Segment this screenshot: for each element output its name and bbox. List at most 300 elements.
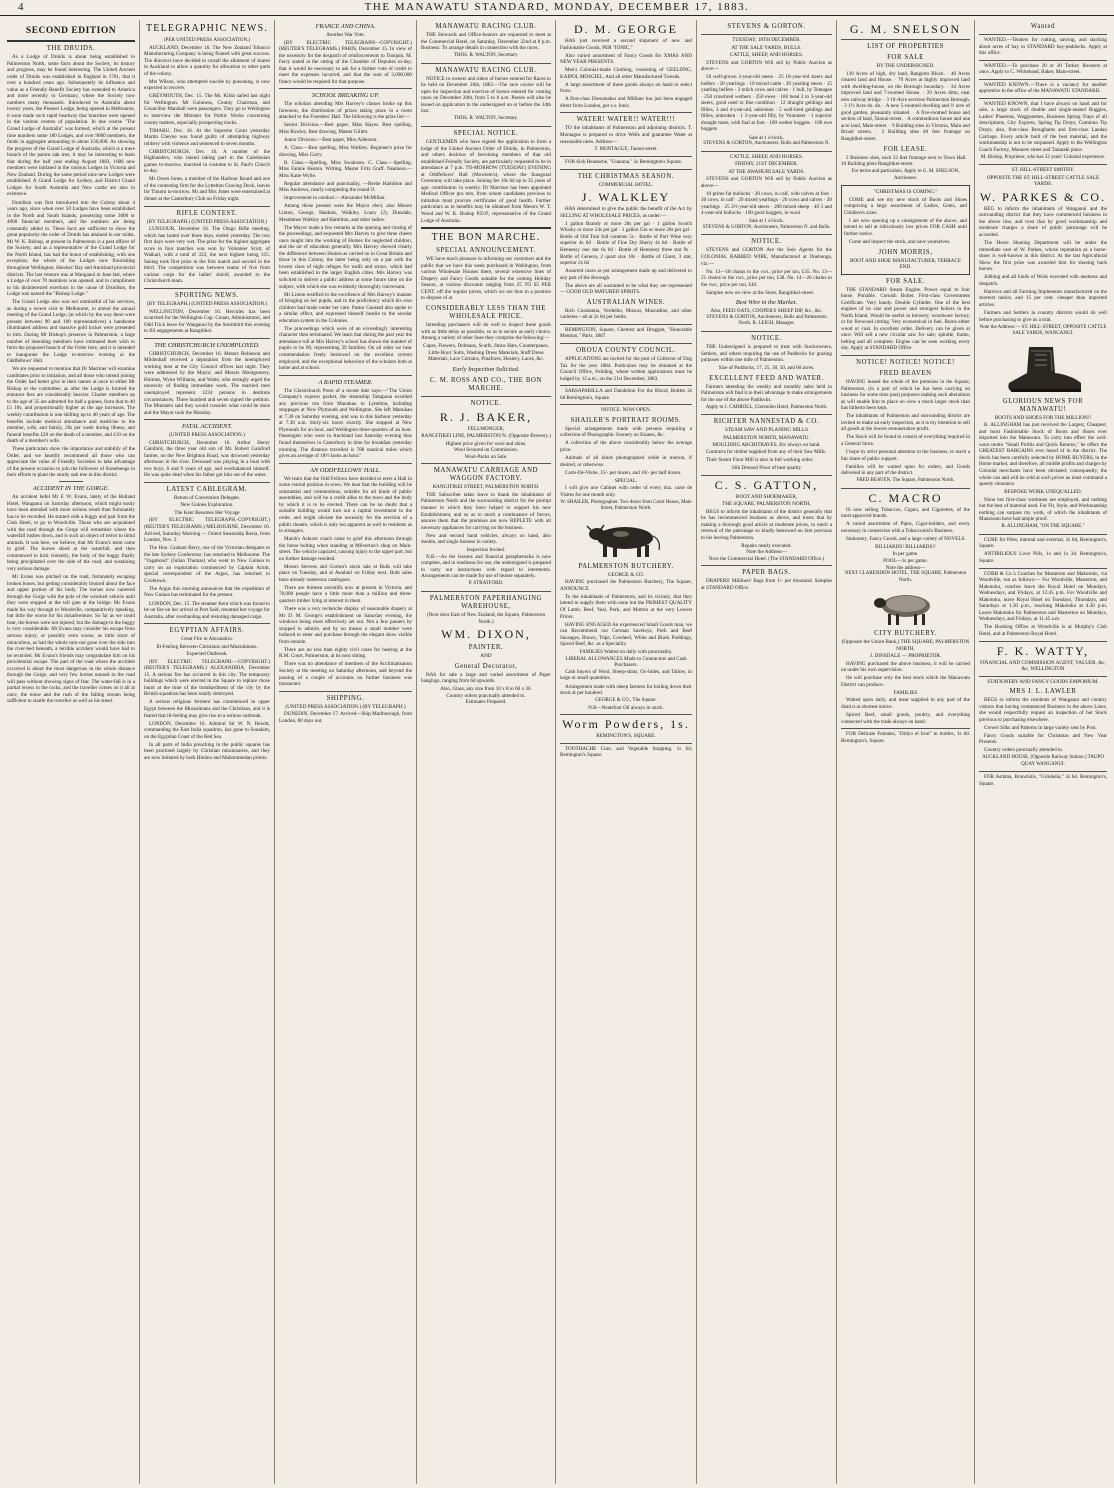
sporting-heading: SPORTING NEWS. [175,292,239,299]
cable-paragraph: LONDON, Dec. 15. The steamer Kent which was found to be on fire on her arrival at Port Said, resumed her voyage for Australia, after overhauling and restoring damaged cargo. [144,600,270,620]
gatton-line: Note the Address— [746,549,787,556]
egypt-paragraph: LONDON, December 16. Admiral Sir W. N. Hewitt, commanding the East India squadron, has gone to Souakim, on the Egyptian Coast of the Red Sea. [144,720,270,740]
shailer-signature: W. SHAILER, Photographer. Two doors from Court House, Main Street, Palmerston North. [560,499,692,512]
snelson-by: BY THE UNDERSIGNED. [876,63,935,69]
city-butchery-families: FAMILIES [893,689,918,696]
lawler-paragraph: Fancy Goods suitable for Christmas and New Year Presents. [979,732,1107,746]
divider [979,98,1107,99]
baker-name: R. J. BAKER, [439,409,533,424]
city-butchery-heading: CITY BUTCHERY. [874,630,937,638]
dixon-paragraph: HAS for sale a large and varied assortment of Paper hangings, ranging from 6d upwards. [421,671,551,685]
egypt-paragraph: In all parts of India preaching in the public squares has been practised largely by Christian missionaries, and they are now imitated by both Hindoo and Mahommedan priests. [144,741,270,761]
allingham-paragraph: R. ALLINGHAM has just received the Largest, Cheapest, and most Fashionable Stock of Boots and Shoes ever imported into the Manawatu. To carry into effect the well-worn motto "Small Profits and Quick Returns," he offers the GREATEST BARGAINS ever heard of in the district. The Stock has been carefully selected by HOME BUYERS, in the Home market, and therefore, all middle profits and charges by Colonial merchants have been obviated; consequently, the whole can and will be sold at such prices as must command a speedy clearance. [979,422,1107,488]
parkes-address: Note the Address:— ST. HILL-STREET, OPPOSITE CATTLE SALE YARDS, WANGANUI. [979,324,1107,337]
column-4 [417,20,556,1484]
dixon-trade: PAINTER, [468,644,504,652]
paperhanging-address: (Next door East of New Zealand, the Square, Palmerston North.) [426,612,546,625]
butchery-heading: PALMERSTON BUTCHERY. [578,562,674,570]
sale-location: AT THE AWAHURI SALE YARDS. [728,168,805,175]
walkley-price-list: 1 gallon Brandy or more 28s per gal · 1 gallon Scotch Whisky or more 24s per gal · 1 gallon Gin or more 20s per gal · Bottle of Old Tom full contents 5s · Bottle of Port Wine very superior 4s 6d · Bottle of Fine Dry Sherry 4s 6d · Bottle of Hennessy one star 6s 6d · Bottle of Hennessy three star 9s · Bottle of Geneva, 2 quart size 10s · Bottle of Claret, 3 star, superior 2s 6d [560,220,692,267]
piles-ad: CURE for Piles, internal and external, 2s 6d, Remington's, Square. [979,536,1107,550]
carriage-paragraph: N.B.—As the lessons and financial paraphernalia is now complete, and in readiness for use, the undersigned is prepared to carry out instructions with regard to interments. Arrangements can be made for use of hearse separately. [421,553,551,580]
bull-illustration [581,518,671,560]
bon-marche-signature: C. M. ROSS AND CO., THE BON MARCHE. [429,376,542,392]
bespoke-line: BESPOKE WORK UNEQUALLED. [1004,489,1082,496]
carriage-heading: MANAWATU CARRIAGE AND WAGGON FACTORY. [433,467,539,483]
druids-paragraph: Druidism was first introduced into the Colony about 4 years ago, since when over 50 Lodges have been established in the North and South Islands, possessing some 3000 or 4000 financial members, and the numbers are being constantly added to. These facts are sufficient to show the great popularity the order of Druids has attained in our midst. Mr W. K. Bishop, at present in Palmerston is a past officer of the Society, and as a representative of the Grand Lodge for the North Island, has had the honor of establishing, with one exception, the whole of the Lodges now flourishing throughout Wellington, Hawkes' Bay and Auckland provincial districts. The last venture was at Wanganui in June last, where a Lodge of over 70 members was opened, and in compliment to his disinterested exertions in the cause of Druidism, the Lodge was named the "Bishop Lodge." [7,199,135,298]
parkes-heading: W. PARKES & CO. [979,189,1107,204]
dixon-line: Also, Glass, any size from 10 x 8 to 60 x 36. [440,686,532,693]
sale-date: FRIDAY, 21ST DECEMBER. [735,161,798,168]
sale-date: TUESDAY, 18TH DECEMBER. [732,37,801,43]
divider [979,164,1107,165]
divider [421,227,551,229]
paddock-notice-heading: NOTICE. [751,334,782,342]
racing-signature: THOS. R. WALTON, Secretary. [453,116,519,122]
shipping-sub: (UNITED PRESS ASSOCIATION.) (BY TELEGRAPH.) [285,703,406,710]
christmas-paragraph: Come and inspect the stock, and save yourselves. [849,238,951,245]
baker-line: Wool-Packs on Sale. [464,453,508,460]
paddock-line: Size of Paddocks, 17, 25, 30, 50, and 60 acres. [718,365,815,372]
gorge-paragraph: Mr Evans was pitched on the road, fortunately escaping broken bones, but getting considerably bruised about the face and upper portion of his body. The horses now careered through the Gorge with the pole of the wrecked vehicle until they were stopped at the toll gate at the bridge. Mr Evans made his way through to Woodville, comparatively speaking, but little the worse for his misadventure. So far as we could hear, the horses were not injured, but the damage to the buggy is very considerable. Mr Evans may consider his escape from serious injury, or possibly even worse, as little short of miraculous, as had the whole turn-out gone over the side into the river-bed beneath, a terrible accident would have had to be recorded. Mr Evans's friends may congratulate him on his providential escape. The part of the road where the accident occurred is about the most dangerous in the whole distance through the Gorge, and very few horses unused to the road will pass without showing signs of fear. The water-fall is in a partial recess in the rocks, and the traveller comes on it all at once, the noise and the rush of the falling stream being sufficient to startle the traveller as well as his steed. [7,574,135,705]
sale-lots: 10 prime fat bullocks · 20 cows, in calf, with calves at foot · 30 cows, in calf · 20 mixed yearlings · 20 cows and calves · 20 yearlings · 25 2½-year-old steers · 200 mixed sheep · 40 3 and 4-year-old bullocks · 100 good hoggets, in wool [701,190,832,217]
shailer-special: SPECIAL. [614,477,638,484]
telegraph-paragraph: GREYMOUTH, Dec. 15. The Mt. Kilda sailed last night for Wellington. Mr Guinness, County Chairman, and Councillor Marshall were passengers. They go to Wellington to interview the Minister for Public Works concerning county matters, especially prospecting tracks. [144,93,270,126]
racing-paragraph: NOTICE to owners and riders of horses entered for Races to be held on December 26th, 1883.—The race course will be open for inspection and exercise of horses entered for coming races on December 20th, from 5 to 8 a.m. Passes will also be issued on application to the undersigned on or before the 24th inst. [421,75,551,115]
beaven-paragraph: Families will be waited upon for orders, and Goods delivered in any part of the district. [841,463,970,477]
newspaper-columns [3,20,1111,1484]
steamer-paragraph: The Christchurch Press of a recent date says:—"The Union Company's express packet, the steamship Takapuna excelled any previous run from Manukau to Lyttelton, including stoppages at New Plymouth and Wellington. She left Manukau at 7.30 on Saturday evening, and was in this harbour yesterday at 7.30 a.m. thirty-six hours exactly. She stopped at New Plymouth for an hour, and Wellington three-quarters of an hour. Passengers who were in Auckland last Saturday evening thus found themselves in Canterbury in time for breakfast yesterday morning. The distance travelled is 788 nautical miles which gives an average of 18½ knots an hour." [279,387,412,460]
divider [560,343,692,344]
christmas-season-heading: THE CHRISTMAS SEASON. [577,172,675,180]
oddfellows-heading: AN ODDFELLOWS' HALL. [310,466,381,474]
sale-intro: STEVENS and GORTON Will sell by Public Auction as above— [701,176,832,189]
smithy-heading: ST. HILL-STREET SMITHY. [1011,167,1075,174]
city-butchery-paragraph: Spiced Beef, small goods, poultry, and everything connected with the trade always on hand. [841,711,970,725]
school-paragraph: The scholars attending Mrs Harvey's classes broke up this forenoon, the distribution of prizes taking place in a room attached to the Foresters' Hall. The following is the prize list:— [279,101,412,121]
cable-sub: The Kent Resumes Her Voyage [174,509,240,516]
telegraph-paragraph: TIMARU, Dec. 16. At the Supreme Court yesterday Martin Cheyne was found guilty of attempting highway robbery with violence and sentenced to seven months. [144,127,270,147]
bon-marche-sub: SPECIAL ANNOUNCEMENT. [436,247,536,255]
wanted-ad: WANTED KNOWN.—There is a vacancy for another apprentice in the office of the MANAWATU STANDARD. [979,81,1107,95]
dixon-name: WM. DIXON, [441,627,531,642]
druids-paragraph: The Grand Lodge also was not unmindful of his services, as during a recent visit to Melbourne, to attend the annual meeting of the Grand Lodge, (at which by the way there were present between 90 and 100 representatives) a handsome illuminated address and massive gold locket were presented to him. During Mr Bishop's presence in Palmerston, a large number of intending members have intimated their wish to form the proposed branch of the Order here, and it is intended to inaugurate the Lodge to-morrow evening at the Oddfellows' Hall. [7,299,135,365]
divider [421,591,551,592]
divider [560,169,692,170]
local-paragraph: There are thirteen sawmills now at present in Victoria, and 70,000 people have a little more than a million and three-quarters timber lying at interest in them. [279,584,412,605]
shipping-heading: SHIPPING. [326,694,365,702]
shailer-paragraph: I will give one Cabinet with order of every doz. carte de Visites for one month only. [560,485,692,498]
morris-trade: BOOT AND SHOE MANUFACTURER, TERRACE END. [849,257,962,271]
macro-line: In per game. [892,551,919,558]
walkley-paragraph: Assorted cases as per arrangement made up and delivered to any part of the Borough. [560,268,692,281]
sporting-sub: (BY TELEGRAPH.) (UNITED PRESS ASSOCIATION.) [146,301,268,307]
george-heading: D. M. GEORGE [574,22,678,36]
headache-ad: FOR Sick Headache, "Guarana," 2s Remington's Square. [565,159,683,166]
oroua-paragraph: APPLICATIONS are invited for the post of Collector of Dog Tax for the year 1884. Particulars may be obtained at the Council Office, Feilding, where written applications must be lodged by 12 a.m., on the 21st December, 1883. [560,356,692,382]
mill-line: Silk Dressed Flour of best quality [731,464,802,471]
wire-line: Also, FEED OATS, COOPER'S SHEEP DIP, &c., &c. [710,308,823,315]
asthma-ad: FOR Asthma, Bronchitis, "Grindelia," 2s 6d. Remington's, Square. [979,774,1107,788]
beaven-paragraph: HAVING leased the whole of the premises in the Square, Palmerston, (in a part of which he has been carrying on business for some time past) purposes making such alterations as will enable him to place on view a much larger stock than has hitherto been kept. [841,379,970,412]
remington-ad: REMINGTON, Square, Chemist and Druggist, "Honorable Mention," Paris, 1867. [560,326,692,340]
shailer-heading: SHAILER'S PORTRAIT ROOMS. [570,416,682,424]
christmas-paragraph: I am now opening up a consignment of the above, and intend to sell at ridiculously low prices FOR CASH until further notice. [844,217,967,237]
school-paragraph: Junior Division.—Best paper, Miss Alderson. [284,137,378,144]
divider [279,88,412,89]
city-butchery-sub: (Opposite the Union Bank,) THE SQUARE, PALMERSTON NORTH. [841,639,970,652]
local-paragraph: There was a very recherche display of seasonable drapery at Mr D. M. George's establishment on Saturday evening, the windows being most effectively set out. Not a few passers by stopped to admire, and by no means a small number were induced to enter and purchase through the elegant show visible from outside. [279,606,412,645]
france-paragraph: (BY ELECTRIC TELEGRAPH—COPYRIGHT.) (REUTER'S TELEGRAMS.) PARIS, December 15. In view of the necessity for the despatch of reinforcements to Tonquin, M. Ferry stated at the sitting of the Chamber of Deputies to-day, that it would be necessary to ask for a further vote of credit to meet the expenses incurred, and that the sum of 3,000,000 francs would be required for that purpose. [279,39,412,85]
racing-heading: MANAWATU RACING CLUB. [435,66,537,74]
beaven-paragraph: The Stock will be found to consist of everything required in a General Store. [841,434,970,447]
divider [841,488,970,489]
divider [979,79,1107,80]
mill-line: MOULDING ARCHITRAVES, Etc always on hand. [712,442,821,449]
wanted-heading: Wanted [1030,23,1056,30]
divider [560,112,692,113]
rifle-paragraph: LUNGOUR, December 16. The Otago Rifle meeting, which has lasted over three days, ended yesterday. The two first days were very wet. The prize for the highest aggregate score in four matches was won by Volunteer Scott, of Waikari, with a total of 322, the next highest being 315. Santag took first prize in the first match and second in the third. The competition was between teams of five from various corps for the ladies' shield, awarded to the Christchurch team. [144,226,270,285]
butchery-paragraph: HAVING ENGAGED An experienced Small Goods man, we can Recommend our German Saveloys, Pork and Beef Sausages, Brawn, Tripe, Cowheel, White and Black Puddings, Spiced Beef, &c. as a Speciality. [560,621,692,648]
macro-paragraph: A varied assortment of Pipes, Cigar-holders, and every necessary in connection with a Tobacconist's Business. [841,521,970,534]
stevens-gorton-heading: STEVENS & GORTON. [727,23,806,30]
dixon-line: Country orders punctually attended to. [446,692,526,699]
city-butchery-paragraph: He will purchase only the best stock which the Manawatu District can produce. [841,675,970,688]
macro-line: Note the address— [885,564,926,571]
lawler-name: MRS J. L. LAWLER [1009,688,1077,695]
glorious-news-sub: BOOTS AND SHOES FOR THE MILLION!! [994,414,1092,421]
france-heading: FRANCE AND CHINA. [315,23,376,30]
racing-heading: MANAWATU RACING CLUB. [435,23,537,30]
snelson-lease-heading: FOR LEASE. [883,145,928,153]
butchery-line: LIBERAL ALLOWANCES Made to Contractors and Cash Purchasers. [565,655,687,669]
christmas-paragraph: COME and see my new stock of Boots and Shoes comprising a large assortment of Ladies, Gents, and Children's sizes. [844,196,967,216]
divider [701,331,832,332]
unemployed-paragraph: CHRISTCHURCH, December 16. Messrs Robieson and Mildenhall received a deputation from the unemployed working men at the City Council offices last night. They were addressed by the Mayor, and Messrs Montgomery, Holmes, Wynn Williams, and Waite, who strongly urged the necessity of finding immediate work. The married men unemployed represent 1234 persons in destitute circumstances. Three hundred and seven signed the petition. The Ministers said they would consider what could be done and the Mayor took the Monday. [144,350,270,416]
carriage-paragraph: New and second hand vehicles, always on hand, also double, and single harness in variety. [421,532,551,546]
divider [701,475,832,476]
shailer-paragraph: Carte-De-Visite, 15/- per dozen, and 10/- per half dozen. [565,469,682,476]
cable-sub: New Guinea Exploration. [180,502,234,509]
snelson-properties: 130 Acres of high, dry land, Rangiotu Block. · 40 Acres cleared land and House. · 70 Acres at highly improved land with dwelling-house, on the Borough boundary. · 34 Acres improved land and 7-roomed House. · 20 Acres ditto, near new railway bridge. · 3 10-Acre sections Palmerston Borough. · 3 1½ Acre do. do. · A new 5-roomed dwelling and ½ acre of good garden, pleasantly situated. · A five-roomed house and section of land, Taonui-street. · A commodious house and one acre land, Main-street. · 9 Building sites in Victoria, Main and Broad streets. · 3 Building sites 40 feet frontage on Rangitikei-street. [841,70,970,142]
divider [979,641,1107,642]
allingham-paragraph: None but first-class workmen are employed, and nothing but the best of material used. For Fit, Style, and Workmanship nothing can surpass my work, of which the inhabitants of Manawatu have had ample proof. [979,496,1107,523]
parkes-paragraph: The Horse Shoeing Department will be under the immediate care of W. Parkes, whose reputation as a horse-shoer is well-known in this district. At the last Agricultural Show the first prize was awarded him for shoeing back horses. [979,239,1107,273]
steamer-heading: A RAPID STEAMER. [318,378,373,386]
baker-address: RANGITIKEI LINE, PALMERSTON N. (Opposite Brewery.) [421,433,551,440]
divider [560,385,692,386]
wire-best: Best Wire in the Market. [735,299,798,307]
mill-paragraph: Contracts for timber supplied from any of their Saw Mills. [706,448,827,455]
divider [59,481,83,482]
assoc-line: (PER UNITED PRESS ASSOCIATION.) [163,37,251,43]
divider [279,691,412,692]
egypt-sub: Great Fire in Alexandria. [181,636,233,643]
special-heading: SPECIAL NOTICE. [453,130,519,138]
gatton-line: Next the Commercial Hotel. (The STANDARD Office.) [708,555,825,562]
column-5 [556,20,697,1484]
carriage-line: Inspection Invited. [466,547,506,554]
sarsaparilla-ad: SARSAPARILLA and Dandelion For the Blood, Bottles 2s 6d Remington's, Square. [560,388,692,401]
snelson-for-sale: FOR SALE [887,54,924,61]
christmas-heading: "CHRISTMAS IS COMING." [873,189,938,196]
wanted-ad: WANTED.—To purchase 20 or 30 Turkey Roosters at once. Apply to C. Whitehead, Baker, Main-street. [979,62,1107,76]
column-3 [275,20,417,1484]
wire-paragraph: No. 13—18 chains to the cwt., price per ton, £35. No. 13—21 chains to the cwt., price per ton, £38. No. 14—26 chains to the cwt., price per ton, £40. [701,268,832,288]
wanted-signature: M. Bishop, Proprietor, who has 32 years' Colonial experience. [980,154,1106,160]
gatton-trade: BOOT AND SHOEMAKER, [735,493,798,500]
cable-sub: Return of Convention Delegate. [173,494,241,501]
wire-paragraph: Samples now on view at the Store, Rangitikei-street. [706,289,815,296]
sale-signature: STEVENS & GORTON, Auctioneers, Palmerston N. and Bulls. [702,224,831,230]
gatton-line: Repairs neatly executed. [741,542,792,549]
gorge-heading: ACCIDENT IN THE GORGE. [32,485,110,492]
paddock-signature: Apply to J. CARROLL, Clarendon Hotel, Palmerston North. [705,404,828,410]
fatal-sub: (UNITED PRESS ASSOCIATION.) [169,432,245,439]
walkley-paragraph: HAS determined to give the public the benefit of the Act by SELLING AT WHOLESALE PRICES, as under:— [560,206,692,219]
watty-heading: F. K. WATTY, [996,643,1090,658]
baker-line: Wool Scoured on Commission. [453,447,519,454]
city-butchery-proprietor: J. DINSDALE — PROPRIETOR. [869,653,942,660]
wire-paragraph: STEVENS and GORTON Are the Sole Agents for the COLONIAL BARBED WIRE, Manufactured at Onehunga, viz:— [701,247,832,267]
divider [841,728,970,729]
unemployed-heading: THE CHRISTCHURCH UNEMPLOYED. [154,341,260,349]
egypt-sub: Ill-Feeling Between Christians and Mussulmans. [156,643,258,650]
egypt-paragraph: A serious religious ferment has commenced in upper Egypt between the Mussulmans and the Christians, and it is feared that ill-feeling may give rise to a serious outbreak. [144,699,270,719]
divider [421,126,551,127]
engine-paragraph: THE STANDARD Steam Engine. Power equal to four horse. Portable. Cornish Boiler. First-class Government Certificate. Very handy. Double Cylinder. One of the best engines of its size and power and strongest boilers in the North Island. Would be useful in brewery, woodware factory, or for firewood cutting. Very economical in fuel. Burns either wood or coal. In excellent order. Delivery can be given at once. Will sell a new circular saw for sale; spindle, frame, belting and all complete. Engine can be seen working every day. Apply at STANDARD Office. [841,286,970,352]
divider [144,482,270,483]
iron-tonic-ad: FOR Delicate Females, "Didyo el Iron" in bottles, 1s 6d. Remington's, Square. [841,731,970,744]
parkes-paragraph: Jobbing and all kinds of Work executed with neatness and despatch. [979,274,1107,287]
divider [279,463,412,464]
cable-paragraph: The Hon. Graham Berry, one of the Victorian delegates to the late Sydney Conference, has returned to Melbourne. The "Vagabond" (Julian Thomas) who went to New Guinea to carry on an exploration commenced by Captain Armit, special correspondent of the Argus, has returned to Cooktown. [144,545,270,584]
sale-lots: 50 well-grown 3-year-old steers · 25 18-year-old steers and heifers · 20 yearlings · 10 mixed cattle · 20 yearling steers · 15 yearling heifers · 3 milch cows and calves · 1 bull, by Tentagee · 250 crossbred wethers · 250 ewes · 100 head 2 to 3-year-old steers, good used to fine condition · 12 draught geldings and fillies, 3 and 4-year-old, unbroken · 5 well-bred geldings and fillies, unbroken · 1 3-year-old filly, by Volunteer · 1 superior draught mare, with foal at foot · 100 wether hoggets · 100 ewe hoggets [701,74,832,133]
coach-ad: COBB & Co.'s Coaches for Masterton and Makotoku, via Woodville, run as follows:— For Woodville, Masterton, and Makotoku, coaches leave the Royal Hotel on Mondays, Wednesdays, and Fridays, at 12.45 p.m. For Woodville and Makotoku, leave Royal Hotel on Tuesdays, Thursdays, and Saturdays at 1.30 p.m., reaching Makotoku at 4.30 p.m. Leave Makotoku for Palmerston and Masterton on Mondays, Wednesdays, and Fridays, at 11.45 a.m. [979,570,1107,623]
beaven-heading: FRED BEAVEN [879,370,932,377]
telegraph-paragraph: Mrs Wilson, who attempted suicide by poisoning, is now expected to recover. [144,78,270,92]
sale-type: CATTLE, SHEEP, AND HORSES. [729,153,804,160]
water-signature: T. MONTAGUE, Taonui-street. [594,146,658,152]
george-paragraph: HAS just received a second shipment of new and Fashionable Goods, PER "IONIC," [560,38,692,51]
butchery-line: N.B—Neatsfoot Oil always in stock. [588,704,664,711]
bon-marche-inspect: Early Inspection Solicited. [452,365,520,373]
macro-paragraph: IS now selling Tobaccos, Cigars, and Cigarettes, of the most approved brands. [841,506,970,520]
commercial-hotel-heading: COMMERCIAL HOTEL. [598,181,654,188]
druids-paragraph: As a Lodge of Druids is about being established in Palmerston North, some facts about the Society, its history and progress, may be found interesting. The United Ancient order of Druids was established in England in 1781, that it over a hundred years ago. Subsequently its influence and value as a Friendly Benefit Society has extended to America and more recently to Germany, where the Society now numbers many thousands. Introduced to Australia about twenty years, the Pioneer Lodge, being opened in Melbourne, it soon made such rapid headway that branches were opened in the various centres of population. In due course "The Grand Lodge of Australia" was formed, which at the present time numbers some 180 Lodges, and over 9000 members, the funds in aggregate amounting to about £30,000. As showing the progress of the Grand Lodge of Australia, which is a mere branch of the parent oak tree, it may be interesting to learn that during the half year ending August 1883, 1686 new members were initiated in the various Lodges in Victoria and New Zealand. During the same period nine new Lodges were established. A Grand Lodge for Sydney, and District Grand Lodges for South Australia and New castle are also in existence. [7,54,135,198]
gatton-name: C. S. GATTON, [714,477,819,492]
bon-marche-list: Capes, Flowers, Dolmans, Scarfs, Straw Hats, Counterpanes, Little Boys' Suits, Washing Dress Materials, Stuff Dress Materials, Lace Curtains, Pinafores, Hosiery, Laces, &c. [423,343,549,363]
shailer-paragraph: Special arrangements made with persons requiring a collection of Photographic Scenery on Estates, &c. [560,425,692,439]
mill-name: RICHTER NANNESTAD & CO. [713,418,820,426]
divider [701,565,832,566]
racing-signature: THOS. R. WALTON, Secretary. [453,53,519,59]
george-paragraph: Men's Colonial-made Clothing, consisting of GEELONG, KAIPOI, MOSGIEL, And all other Manufactured Tweeds. [560,67,692,80]
oroua-heading: OROUA COUNTY COUNCIL. [576,347,676,354]
watty-trade: FINANCIAL AND COMMISSION AGENT, VALUER, &c, &c, WELLINGTON [980,659,1106,672]
cable-heading: LATEST CABLEGRAM. [166,485,248,493]
egypt-sub: Expected Outbreak. [186,651,228,658]
carriage-address: RANGITIKEI STREET, PALMERSTON NORTH. [432,484,540,491]
divider [701,414,832,415]
fatal-paragraph: CHRISTCHURCH, December 16. Arthur Henry Gainford, the three year old son of Mr. Robert Gainford farmer, on the New Brighton Road, was drowned yesterday afternoon in the river. Deceased was playing in a boat with two boys, 6 and 9 years of age, and overbalanced himself. He was quite dead when his father got him out of the water. [144,439,270,479]
macro-address: NEXT CLARENDON HOTEL, THE SQUARE, Palmerston North. [844,571,967,583]
druids-heading: THE DRUIDS. [46,45,96,52]
local-paragraph: Marsh's Ashurst coach came to grief this afternoon through the horse bolting when standing at Milverton's shop on Main-street. The vehicle capsized, causing injury to the upper part, but no further damage resulted. [279,536,412,562]
george-paragraph: A large assortment of these goods always on hand to select from. [560,81,692,95]
wanted-ad: WANTED.—Tenders for cutting, sawing, and stacking about acres of hay in STANDARD hay-paddocks. Apply at this office. [979,37,1107,57]
divider [144,419,270,420]
lawler-top: STATIONERY AND FANCY GOODS EMPORIUM. [987,678,1099,685]
page-number: 4 [18,1,25,13]
toothache-ad: TOOTHACHE Cure, and Vegetable Stopping. 1s 6d, Remington's Square. [560,745,692,759]
sale-signature: STEVENS & GORTON, Auctioneers, Bulls and Palmerston N. [703,141,830,147]
divider [841,355,970,356]
city-butchery-paragraph: Waited upon daily, and meat supplied in any part of the district at shortest notice. [841,697,970,710]
paddock-paragraph: THE Undersigned is prepared to treat with Stockowners, Settlers, and others requiring the use of Paddocks for grazing purposes within one mile of Palmerston. [701,343,832,364]
sale-type: CATTLE, SHEEP, AND HORSES. [729,52,804,58]
butchery-signature: GEORGE & CO., The Square. [595,698,657,704]
masthead [0,0,1114,16]
divider [979,34,1107,35]
egypt-paragraph: (BY ELECTRIC TELEGRAPH.—COPYRIGHT.) (REUTER'S TELEGRAMS.) ALEXANDRIA, December 15. A serious fire has occurred in this city. The temporary buildings which were erected in the Square to replace those burnt at the time of the bombardment of the city by the British squadron has been totally destroyed. [144,658,270,698]
school-paragraph: B. Class.—Spelling, Miss Swainson. C. Class.—Spelling, Miss Fannie Heaton. Writing, Master Fritz Graff. Neatness.—Miss Katie Wylie. [279,159,412,179]
engine-heading: FOR SALE. [885,277,925,285]
divider [421,63,551,64]
water-heading: WATER! WATER!! WATER!!! [576,116,676,124]
baker-line: Highest price given for wool and skins. [445,440,527,447]
divider [560,714,692,715]
column-8 [975,20,1111,1484]
allingham-signature: R. ALLINGHAM, "ON THE SQUARE." [1001,524,1085,530]
school-paragraph: Senior Division.—Best paper, Miss Hayes. Best spelling, Miss Rowley. Best drawing, Master Gillett. [279,122,412,136]
special-paragraph: GENTLEMEN who have signed the application to form a lodge of the United Ancient Order of Druids, in Palmerston, and others desirous of becoming members of that old established Friendly Society, are particularly requested to be in attendance at 7 p.m. TO-MORROW (TUESDAY) EVENING at Oddfellows' Hall (Mowlem's), where the Inaugural Ceremony will take place. Joining fee 10s 6d up to 35 years of age; contribution 1s weekly. Dr Marriner has been appointed Medical Officer pro tem, from whom candidates previous to initiation must procure certificates of good health. Further particulars as to benefits may be obtained from Messrs W. T. Wood and W. K. Bishop P.D.P., representative of the Grand Lodge of Australia. [421,139,551,224]
macro-heading: C. MACRO [868,490,943,505]
parkes-paragraph: Harrows and all Farming Implements manufactured on the shortest notice, and 15 per cent. cheaper than imported articles. [979,288,1107,308]
snelson-lease-items: 2 Business sites, each 32 feet frontage next to Town Hall. · 10 Building plots Rangitikei-street. [841,154,970,168]
telegraph-paragraph: AUCKLAND, December 16. The New Zealand Tobacco Manufacturing Company is being floated with great success. The directors have decided to curtail the allotment of shares in Auckland to allow a quantity for allocation to other parts of the colony. [144,44,270,77]
liver-pills-ad: ANTIBILIOUS Liver Pills, 1s and 1s 3d. Remington's, Square. [979,551,1107,564]
telegraph-paragraph: CHRISTCHURCH, Dec. 16. A number of the Highlanders, who intend taking part in the Caledonian games to-morrow, marched in costume to St. Paul's Church to-day. [144,148,270,175]
bon-marche-emphasis: CONSIDERABLY LESS THAN THE WHOLESALE PRICE. [426,304,546,320]
fatal-heading: FATAL ACCIDENT. [182,423,232,431]
mill-paragraph: Their Steam Flour Mill is also in full working order. [706,456,814,463]
telegraphic-heading: TELEGRAPHIC NEWS. [145,23,269,34]
walkley-paragraph: The above are all warranted to be what they are represented — GOOD OLD MATURED SPIRITS. [560,282,692,296]
baker-trade: FELLMONGER, [467,425,505,432]
beaven-paragraph: I hope by strict personal attention to the business, to merit a fair share of public support. [841,448,970,462]
divider [144,623,270,624]
george-paragraph: Also varied assortment of Fancy Goods for XMAS AND NEW YEAR PRESENTS. [560,52,692,66]
butchery-firm: GEORGE & CO. [607,571,645,578]
bon-marche-paragraph: WE have much pleasure in informing our customers and the public that we have this week purchased in Wellington, from various Wholesale Houses there, several extensive lines of Drapery and Fancy Goods suitable for the coming Holiday Season, at various discounts ranging from 25 TO 65 PER CENT. off the regular prices, which we are thus in a position to dispose of at [421,256,551,302]
wanted-ad: WANTED KNOWN, that I have always on hand and for sale, a large stock of double and single-seated Buggies, Ladies' Phaetons, Waggonettes, Business Spring Traps of all descriptions, City Express, Spring Tip Drays, Common Tip Drays; also, first-class Broughams and first-class Landau Carriage. Every article built of the best material, and the workmanship is not to be surpassed. Apply to the Wellington Coach Factory, Manners street and Taranaki place. [979,100,1107,153]
lawler-paragraph: Country orders punctually attended to. [984,747,1064,754]
egypt-heading: EGYPTIAN AFFAIRS. [169,627,245,635]
local-paragraph: Messrs Stevens and Gorton's stock sale at Bulls will take place on Tuesday, and at Awahuri on Friday next. Both sales have already numerous catalogues. [279,563,412,583]
sale-location: AT THE SALE YARDS, BULLS. [731,44,802,51]
sale-time: Sale at 1 o'clock. [749,134,784,141]
cable-paragraph: (BY ELECTRIC TELEGRAPH.-COPYRIGHT.) (REUTER'S TELEGRAMS.) MELBOURNE, December 16. Arrived, Saturday Morning — Orient Steamship Ikeria, from London, Nov. 2. [144,517,270,544]
notice-heading: NOTICE. [470,399,502,407]
now-open-heading: NOTICE. NOW OPEN. [600,407,652,414]
wines-heading: AUSTRALIAN WINES. [586,298,666,306]
cable-paragraph: The Argus this morning announces that the expedition of New Guinea has terminated for the present. [144,585,270,599]
school-paragraph: Among those present were the Mayor elect, also Messrs Linton, George, Hankins, Walkley, Loary (2), Dinsdale, Mesdames Walkley and Hamilton, and other ladies. [279,203,412,223]
divider [421,396,551,397]
butchery-line: FAMILIES Waited on daily with punctuality. [579,649,673,656]
column-6 [697,20,837,1484]
divider [979,60,1107,61]
worm-powders-sub: REMINGTON'S, SQUARE. [596,733,656,740]
divider [7,40,135,42]
divider [560,156,692,157]
butchery-paragraph: Arrangement made with sheep farmers for boiling down their stock at per hundred. [560,683,692,697]
racing-paragraph: THE Stewards and Office-bearers are requested to meet at the Commercial Hotel, on Saturday, December 22nd at 8 p.m. Business: To arrange details in connection with the races. [421,32,551,52]
rifle-sub: (BY TELEGRAPH.) (UNITED PRESS ASSOCIATION.) [146,218,268,225]
lawler-paragraph: BEGS to inform the residents of Wanganui and country visitors that having commenced Business in the above Lines, she would respectfully request an inspection of her Stock previous to purchasing elsewhere. [979,697,1107,723]
smithy-sub: OPPOSITE THE ST. HILL-STREET CATTLE SALE YARDS. [986,174,1100,188]
water-paragraph: TO the inhabitants of Palmerston and adjoining districts. T. Montague is prepared to drive Wells and guarantee Water at reasonable rates. Address— [560,125,692,145]
butchery-paragraph: Cash buyers of Wool, Sheep-skins, Ox-hides, and Tallow, in large or small quantities. [560,668,692,682]
oddfellows-paragraph: We learn that the Odd Fellows have decided to erect a Hall in some central position in town. We hear that the building will be substantial and commodious, suitable for all kinds of public assemblies, and will be a credit alike to the town and the body by which it is to be erected. There can be no doubt that a suitable building would turn out a capital investment to the order, and might obviate the necessity for the erection of a public theatre, which is only too apparent as well to residents as to strangers. [279,475,412,535]
bon-marche-paragraph: Intending purchasers will do well to inspect these goods with as little delay as possible, so as to secure as early choice. Among a variety of other lines they comprise the following:— [421,321,551,342]
divider [701,151,832,152]
column-7 [837,20,975,1484]
france-sub: Another War Vote. [326,32,365,38]
mill-location: PALMERSTON NORTH, MANAWATU. [723,434,810,441]
school-paragraph: The Mayor made a few remarks at the opening and closing of the proceedings, and requested Mrs Harvey to give three cheers once taught into the working of Homes for neglected children, and the art of education generally. Mrs Harvey showed clearly the difference between Homes as carried on in Great Britain and those in this Colony, the latter being only on a par with the lowest class of night refuges for waifs and strays, which had been established in the larger English cities. Mrs Harvey was solicited to deliver a public address at some future time on the subject, with which she was evidently thoroughly conversant. [279,224,412,290]
divider [979,771,1107,772]
notice-heading: NOTICE! NOTICE! NOTICE! [856,359,955,366]
druids-paragraph: These particulars show the importance and stability of the Order, and we heartily recommend all those who can appreciate the value of Friendly Societies to take advantage of the present occasion to join the followers of Stonehenge in their efforts to plant the sturdy oak tree in this district. [7,446,135,479]
beaven-paragraph: The inhabitants of Palmerston and surrounding district are invited to make an early inspection, as it is my intention to sell all goods at the lowest remunerative profit. [841,413,970,433]
paddock-paragraph: Farmers attending the weekly and monthly sales held in Palmerston will find it to their advantage to make arrangements for the use of the above Paddocks. [701,383,832,403]
christmas-ad-box [841,185,970,274]
snelson-signature: For terms and particulars, Apply to G. M. SNELSON, Auctioneer. [851,169,960,181]
column-1 [3,20,140,1484]
wire-notice-heading: NOTICE. [751,238,782,246]
george-paragraph: A first-class Dressmaker and Milliner has just been engaged direct from London, per s.s. Ionic. [560,96,692,109]
shailer-paragraph: Animals of all kinds photographed while in motion, if desired, or otherwise. [560,454,692,468]
gorge-paragraph: An accident befel Mr F. W. Evans, lately of the Rutland Hotel, Wanganui on Saturday afternoon, which might easily have been attended with more serious result than fortunately has to be recorded. He started with a buggy and pair from the Club Hotel, to go to Woodville. Those who are acquainted with the road through the Gorge will remember where the waterfall rushes down, and is such an object of terror to timid animals. It was here, we believe, that Mr Evans's team came to grief. The horses shied at the waterfall, and then commenced to kick violently, the body of the buggy finally being precipitated over the side of the road, and sustaining very serious damage. [7,494,135,573]
school-paragraph: A. Class.—Best spelling, Miss Walkley. Beginner's prize for drawing, Miss Curry. [279,145,412,158]
carriage-signature: P. STRATFORD. [468,581,504,587]
divider [979,676,1107,677]
mill-heading: STEAM SAW AND PLANING MILLS [724,427,809,434]
school-paragraph: The proceedings which were of an exceedingly interesting character then terminated. We learn that during the past year the attendance roll at Mrs Harvey's school has shown the number of pupils to be 60, representing 29 families. On all sides we hear commendation freely bestowed on the excellent system employed, and the exceptional behaviour of the scholars both at home and at school. [279,325,412,372]
local-paragraph: There was no attendance of members of the Acclimatisation Society at the meeting on Saturday afternoon, and beyond the passing of a couple of accounts no further business was transacted. [279,661,412,688]
edition-heading: SECOND EDITION [25,26,117,36]
dixon-trade: AND [480,653,492,660]
sporting-paragraph: WELLINGTON, December 16. Hercules has been scratched for the Wellington Cup. Conan, Administrator, and Odd Trick leave for Wanganui by the Stormbird this evening to fill engagements at Rangitikei. [144,308,270,335]
divider [841,39,970,40]
wines-paragraph: Rich Constantia, Verdelho, Muscat, Muscadine, and other varieties—all at 2s 6d per bottle. [560,307,692,321]
divider [701,34,832,35]
bon-marche-heading: THE BON MARCHE. [431,232,541,244]
school-paragraph: Improvement in conduct.—Alexander McMillan. [284,195,386,202]
parkes-paragraph: Farmers and Settlers in country districts would do well before purchasing to give us a trial. [979,309,1107,323]
lawler-address: AUCKLAND HOUSE, (Opposite Railway Station.) TAUPO QUAY WANGANUI. [982,755,1104,767]
druids-paragraph: We are requested to mention that Dr Marriner will examine candidates prior to initiation, and all those who intend joining the Order had better give in their names at once to either Mr Bishop or the committee, as after the Lodge is formed the entrance fees are considerably heavier. Charter members up to the age of 35 are admitted for half a guinea, from that to 40 £1 10s, and proportionally higher as the age increases. The weekly contribution is one shilling up to 40 years of age. The benefits include medical attendance and medicine to the member, wife, and family, 20s per week during illness, and funeral benefits £20 on the death of a member, and £10 on the death of a member's wife. [7,366,135,445]
butchery-paragraph: To the inhabitants of Palmerston, and its vicinity, that they intend to supply them with none but the PRIMEST QUALITY Of Lamb, Beef, Veal, Pork, and Mutton at the very Lowest Prices. [560,593,692,620]
coach-ad: The Booking Office at Woodville is at Murphy's Club Hotel, and at Palmerston Royal Hotel. [979,624,1107,637]
walkley-name: J. WALKLEY [581,190,671,205]
macro-line: POOL—1s per game. [883,557,928,564]
divider [144,206,270,207]
gatton-address: THE SQUARE, PALMERSTON NORTH, [722,501,811,508]
snelson-list-heading: LIST OF PROPERTIES [867,43,944,50]
